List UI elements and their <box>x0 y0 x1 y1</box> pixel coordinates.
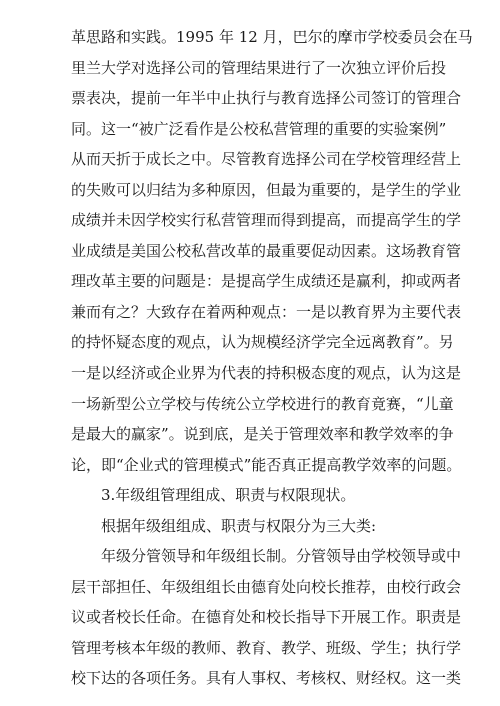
text-line: 票表决，提前一年半中止执行与教育选择公司签订的管理合 <box>71 89 462 108</box>
section-heading: 3.年级组管理组成、职责与权限现状。 <box>101 486 356 505</box>
text-line: 理改革主要的问题是：是提高学生成绩还是赢利，抑或两者 <box>71 272 462 291</box>
text-line: 校下达的各项任务。具有人事权、考核权、财经权。这一类 <box>71 669 462 688</box>
text-line: 里兰大学对选择公司的管理结果进行了一次独立评价后投 <box>71 58 447 77</box>
body-text <box>71 22 473 694</box>
text-line: 年级分管领导和年级组长制。分管领导由学校领导或中 <box>101 547 462 566</box>
text-line: 管理考核本年级的教师、教育、教学、班级、学生；执行学 <box>71 638 462 657</box>
text-line: 一场新型公立学校与传统公立学校进行的教育竟赛，“儿童 <box>71 394 454 413</box>
text-line: 成绩并未因学校实行私营管理而得到提高，而提高学生的学 <box>71 211 462 230</box>
text-line: 论，即“企业式的管理模式”能否真正提高教学效率的问题。 <box>71 455 462 474</box>
text-line: 一是以经济或企业界为代表的持积极态度的观点，认为这是 <box>71 364 462 383</box>
text-line: 是最大的赢家”。说到底，是关于管理效率和教学效率的争 <box>71 425 454 444</box>
text-line: 的持怀疑态度的观点，认为规模经济学完全远离教育”。另 <box>71 333 454 352</box>
text-line: 从而天折于成长之中。尽管教育选择公司在学校管理经营上 <box>71 150 462 169</box>
text-line: 同。这一“被广泛看作是公校私营管理的重要的实验案例” <box>71 119 447 138</box>
text-line: 层干部担任、年级组组长由德育处向校长推荐，由校行政会 <box>71 577 462 596</box>
text-line: 议或者校长任命。在德育处和校长指导下开展工作。职责是 <box>71 608 462 627</box>
text-line: 根据年级组组成、职责与权限分为三大类: <box>101 516 377 535</box>
text-line: 兼而有之？大致存在着两种观点：一是以教育界为主要代表 <box>71 302 462 321</box>
text-line: 的失败可以归结为多种原因，但最为重要的，是学生的学业 <box>71 180 462 199</box>
text-line: 业成绩是美国公校私营改革的最重要促动因素。这场教育管 <box>71 241 462 260</box>
text-line: 革思路和实践。1995 年 12 月，巴尔的摩市学校委员会在马 <box>71 28 473 46</box>
